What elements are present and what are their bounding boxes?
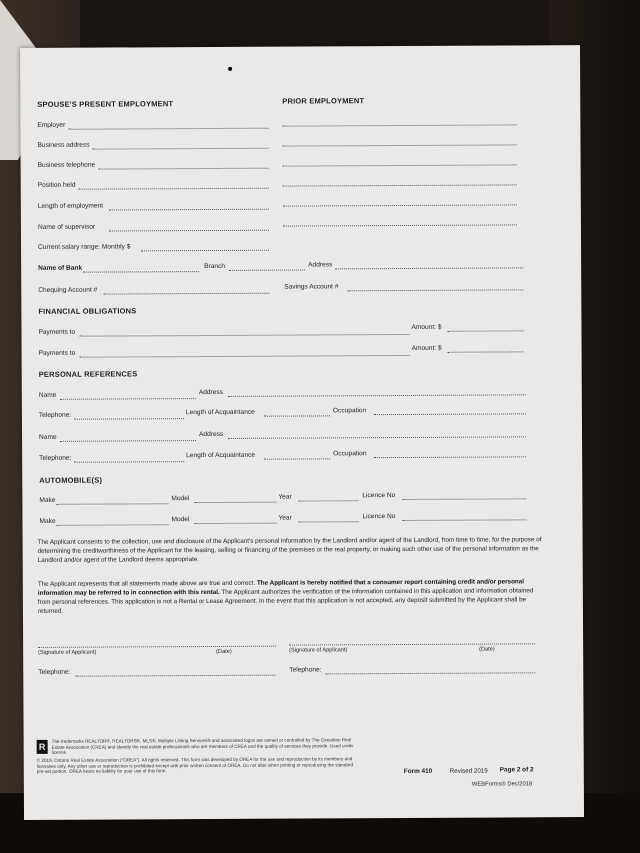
field-business-address[interactable] bbox=[93, 147, 269, 150]
label-branch: Branch bbox=[204, 262, 226, 271]
field-auto1-model[interactable] bbox=[194, 501, 276, 503]
field-prior-employer[interactable] bbox=[282, 123, 516, 126]
field-auto1-licence[interactable] bbox=[402, 497, 526, 500]
field-signature-2[interactable] bbox=[289, 642, 535, 645]
field-auto1-year[interactable] bbox=[298, 499, 358, 501]
label-ref2-occupation: Occupation bbox=[333, 450, 367, 458]
label-ref1-acquaintance: Length of Acquaintance bbox=[185, 408, 255, 417]
field-chequing-account[interactable] bbox=[103, 292, 269, 295]
label-business-address: Business address bbox=[37, 141, 90, 149]
heading-spouse-employment: SPOUSE'S PRESENT EMPLOYMENT bbox=[37, 99, 174, 109]
field-auto2-model[interactable] bbox=[194, 522, 276, 524]
field-savings-account[interactable] bbox=[347, 288, 523, 291]
label-name-of-supervisor: Name of supervisor bbox=[37, 223, 96, 231]
label-length-of-employment: Length of employment bbox=[37, 202, 104, 210]
field-telephone-1[interactable] bbox=[75, 674, 275, 677]
label-amount-1: Amount: $ bbox=[411, 323, 442, 331]
label-employer: Employer bbox=[37, 121, 66, 129]
trademark-notice: The trademarks REALTOR®, REALTORS®, MLS®, Multiple Listing Services® and associated logos are owned or controlled by The Canadian Real Estate Association (CREA) and identify the real estate professionals who are members of CREA and the quality of services they provide. Used under license. bbox=[51, 737, 354, 756]
representation-text-b: The Applicant authorizes the verification of the information contained in this application and information obtained from personal references. This application is not a Rental or Lease Agreement. In the event that this application is not accepted, any deposit submitted by the Applicant shall be returned. bbox=[37, 587, 534, 615]
form-page bbox=[20, 45, 584, 820]
field-auto1-make[interactable] bbox=[56, 502, 168, 505]
field-prior-name-of-supervisor[interactable] bbox=[283, 223, 517, 226]
representation-text-a: The Applicant represents that all statements made above are true and correct. bbox=[37, 579, 257, 588]
label-telephone-2: Telephone: bbox=[289, 666, 322, 674]
field-branch[interactable] bbox=[229, 269, 305, 271]
label-savings-account: Savings Account # bbox=[284, 283, 339, 291]
representation-paragraph bbox=[38, 577, 543, 616]
label-name-of-bank: Name of Bank bbox=[38, 264, 83, 272]
field-current-salary[interactable] bbox=[141, 249, 269, 252]
label-auto1-model: Model bbox=[171, 495, 190, 503]
heading-financial-obligations: FINANCIAL OBLIGATIONS bbox=[38, 306, 137, 316]
copyright-notice: © 2019, Ontario Real Estate Association ("OREA"). All rights reserved. This form was developed by OREA for the use and reproduction by its members and licensees only. Any other use or reproduction is prohibited except with prior written consent of OREA. Do not alter when printing or reproducing the standard pre-set portion. OREA bears no liability for your use of this form. bbox=[36, 756, 354, 775]
field-payments-to-2[interactable] bbox=[80, 354, 410, 358]
label-ref1-address: Address bbox=[198, 388, 224, 397]
field-signature-1[interactable] bbox=[38, 645, 276, 648]
heading-prior-employment: PRIOR EMPLOYMENT bbox=[282, 96, 365, 106]
field-bank-address[interactable] bbox=[335, 266, 523, 269]
label-amount-2: Amount: $ bbox=[411, 344, 442, 352]
label-ref2-acquaintance: Length of Acquaintance bbox=[186, 451, 256, 460]
field-auto2-make[interactable] bbox=[56, 523, 168, 526]
label-date-2: (Date) bbox=[479, 646, 495, 653]
label-ref1-telephone: Telephone: bbox=[38, 411, 72, 419]
field-prior-business-telephone[interactable] bbox=[283, 163, 517, 166]
field-business-telephone[interactable] bbox=[99, 167, 269, 170]
field-employer[interactable] bbox=[68, 127, 268, 130]
field-name-of-supervisor[interactable] bbox=[109, 229, 269, 232]
label-bank-address: Address bbox=[308, 261, 333, 269]
field-prior-length-of-employment[interactable] bbox=[283, 203, 517, 206]
field-ref2-name[interactable] bbox=[60, 439, 196, 442]
representation-notice: The Applicant is hereby notified that a consumer report containing credit and/or personal information may be referred to in connection with this rental. bbox=[37, 578, 525, 597]
realtor-logo: R bbox=[37, 740, 48, 754]
label-ref2-name: Name bbox=[39, 433, 57, 441]
label-auto2-model: Model bbox=[171, 516, 190, 524]
label-auto1-licence: Licence No bbox=[362, 492, 396, 500]
field-payments-to-1[interactable] bbox=[80, 333, 410, 337]
field-length-of-employment[interactable] bbox=[109, 208, 269, 211]
field-prior-position-held[interactable] bbox=[283, 183, 517, 186]
label-business-telephone: Business telephone bbox=[37, 161, 96, 169]
label-position-held: Position held bbox=[37, 181, 76, 189]
label-chequing-account: Chequing Account # bbox=[38, 286, 98, 294]
label-auto2-make: Make bbox=[39, 517, 56, 525]
label-signature-1: (Signature of Applicant) bbox=[38, 649, 97, 656]
field-position-held[interactable] bbox=[79, 187, 269, 190]
label-auto2-year: Year bbox=[278, 514, 292, 522]
label-ref2-telephone: Telephone: bbox=[39, 454, 72, 462]
label-auto1-make: Make bbox=[39, 496, 56, 504]
label-ref2-address: Address bbox=[199, 430, 224, 439]
webforms-version: WEBForms® Dec/2018 bbox=[471, 781, 533, 788]
form-number: Form 410 bbox=[403, 767, 433, 776]
field-telephone-2[interactable] bbox=[325, 671, 535, 674]
label-current-salary: Current salary range: Monthly $ bbox=[38, 243, 131, 251]
field-amount-1[interactable] bbox=[447, 329, 523, 331]
consent-paragraph: The Applicant consents to the collection, use and disclosure of the Applicant's personal information by the Landlord and/or agent of the Landlord, from time to time, for the purpose of determining the creditworthiness of the Applicant for the leasing, selling or financing of the premises or the real property, or making such other use of the personal information as the Landlord and/or agent of the Landlord deems appropriate. bbox=[37, 536, 542, 564]
hole-punch bbox=[228, 67, 232, 71]
field-ref2-occupation[interactable] bbox=[374, 455, 526, 458]
field-ref2-acquaintance[interactable] bbox=[264, 457, 330, 459]
field-ref2-telephone[interactable] bbox=[74, 460, 184, 463]
field-name-of-bank[interactable] bbox=[83, 270, 199, 273]
label-ref1-name: Name bbox=[38, 391, 57, 399]
field-amount-2[interactable] bbox=[448, 350, 524, 352]
field-ref1-occupation[interactable] bbox=[374, 412, 526, 415]
label-ref1-occupation: Occupation bbox=[332, 407, 367, 415]
field-prior-business-address[interactable] bbox=[283, 143, 517, 146]
label-signature-2: (Signature of Applicant) bbox=[289, 647, 348, 654]
label-auto2-licence: Licence No bbox=[362, 513, 396, 521]
field-ref1-acquaintance[interactable] bbox=[264, 414, 330, 416]
revised-date: Revised 2019 bbox=[449, 767, 488, 775]
field-ref1-telephone[interactable] bbox=[74, 417, 184, 420]
label-date-1: (Date) bbox=[216, 648, 232, 655]
field-ref1-name[interactable] bbox=[60, 397, 196, 400]
field-ref2-address[interactable] bbox=[228, 435, 526, 439]
heading-automobiles: AUTOMOBILE(S) bbox=[39, 475, 103, 485]
field-auto2-licence[interactable] bbox=[402, 518, 526, 521]
label-payments-to-2: Payments to bbox=[38, 349, 76, 357]
label-telephone-1: Telephone: bbox=[38, 668, 71, 676]
heading-personal-references: PERSONAL REFERENCES bbox=[38, 369, 138, 379]
label-payments-to-1: Payments to bbox=[38, 328, 76, 336]
label-auto1-year: Year bbox=[278, 493, 292, 501]
field-auto2-year[interactable] bbox=[298, 520, 358, 522]
field-ref1-address[interactable] bbox=[228, 393, 526, 397]
page-number: Page 2 of 2 bbox=[499, 766, 534, 774]
